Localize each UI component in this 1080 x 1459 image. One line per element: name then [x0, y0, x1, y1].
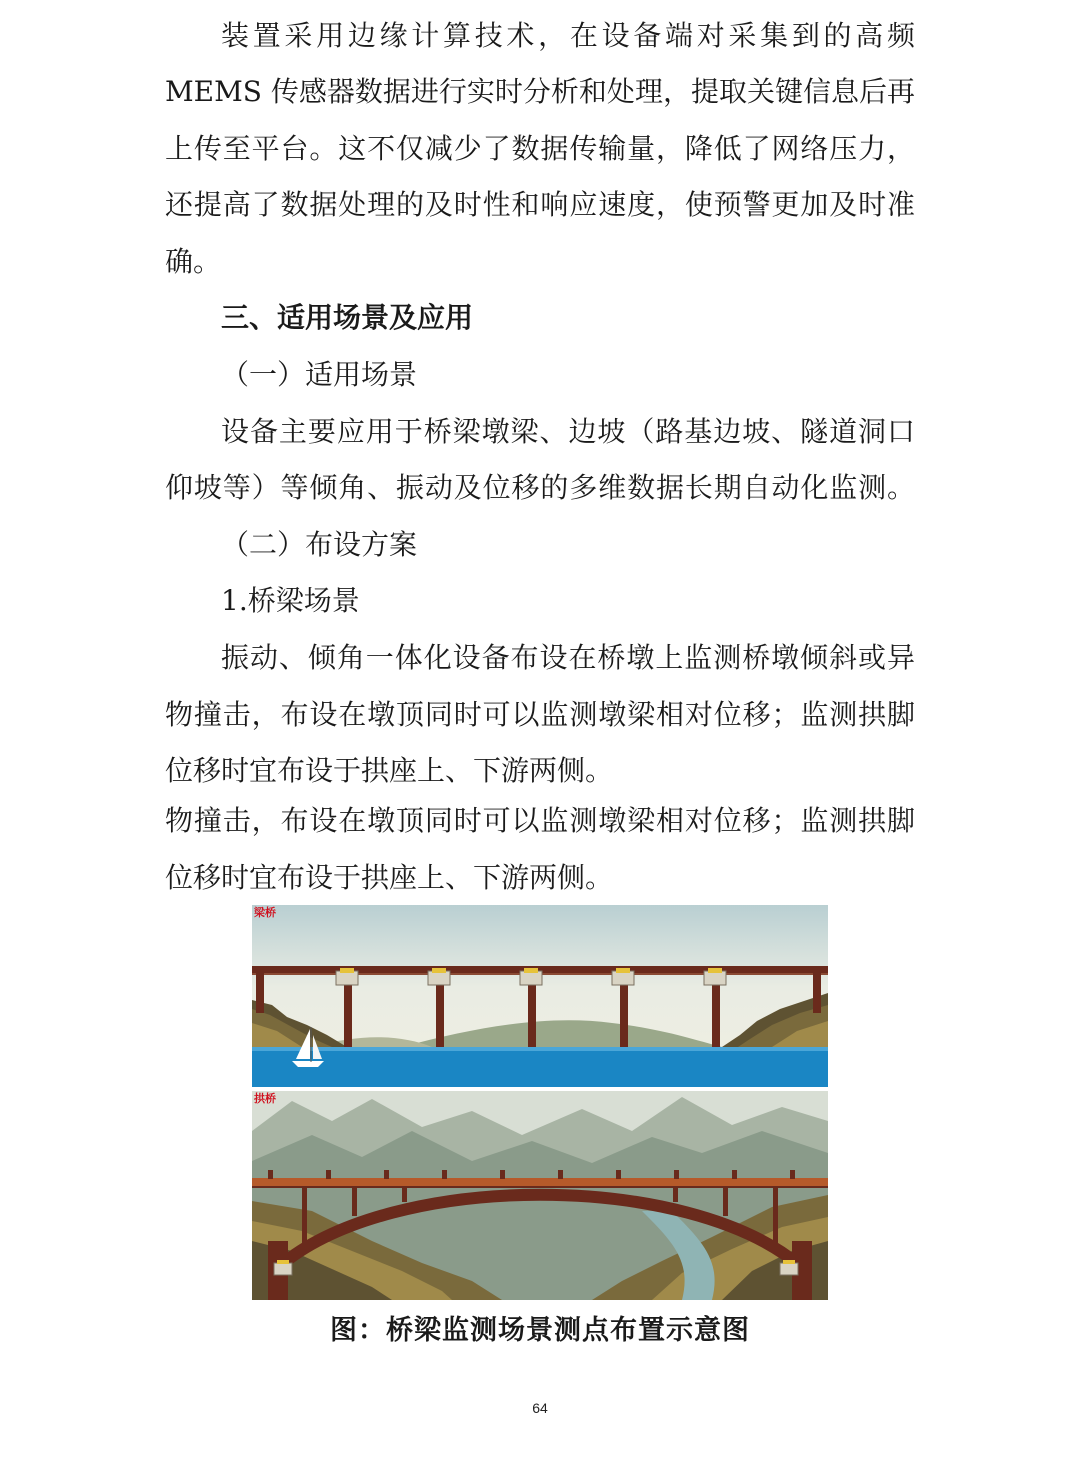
subsection-heading: （二）布设方案: [221, 528, 418, 561]
item-heading: 1.桥梁场景: [221, 584, 360, 617]
subsection-heading: （一）适用场景: [221, 358, 418, 391]
paragraph-line: 振动、倾角一体化设备布设在桥墩上监测桥墩倾斜或异: [221, 641, 915, 674]
arch-bridge-illustration: [252, 1091, 828, 1300]
paragraph-line: 位移时宜布设于拱座上、下游两侧。: [165, 861, 614, 894]
section-heading: 三、适用场景及应用: [221, 301, 474, 334]
bridge-figure: [252, 905, 828, 1300]
beam-bridge-illustration: [252, 905, 828, 1087]
paragraph-line: 仰坡等）等倾角、振动及位移的多维数据长期自动化监测。: [165, 471, 915, 504]
beam-bridge-label: 梁桥: [254, 906, 276, 919]
paragraph-line: 确。: [165, 245, 222, 278]
paragraph-line: 装置采用边缘计算技术，在设备端对采集到的高频: [221, 19, 915, 52]
paragraph-line: 上传至平台。这不仅减少了数据传输量，降低了网络压力，: [165, 132, 915, 165]
figure-caption: 图：桥梁监测场景测点布置示意图: [330, 1315, 750, 1346]
paragraph-line: 设备主要应用于桥梁墩梁、边坡（路基边坡、隧道洞口: [221, 415, 915, 448]
paragraph-line: MEMS 传感器数据进行实时分析和处理，提取关键信息后再: [165, 75, 915, 108]
paragraph-line: 位移时宜布设于拱座上、下游两侧。: [165, 754, 614, 787]
arch-bridge-label: 拱桥: [254, 1092, 276, 1105]
paragraph-line: 物撞击，布设在墩顶同时可以监测墩梁相对位移；监测拱脚: [165, 698, 915, 731]
paragraph-line: 物撞击，布设在墩顶同时可以监测墩梁相对位移；监测拱脚: [165, 804, 915, 837]
arch-bridge-panel: [252, 1091, 828, 1300]
paragraph-line: 还提高了数据处理的及时性和响应速度，使预警更加及时准: [165, 188, 915, 221]
page-number: 64: [532, 1400, 548, 1416]
beam-bridge-panel: [252, 905, 828, 1087]
